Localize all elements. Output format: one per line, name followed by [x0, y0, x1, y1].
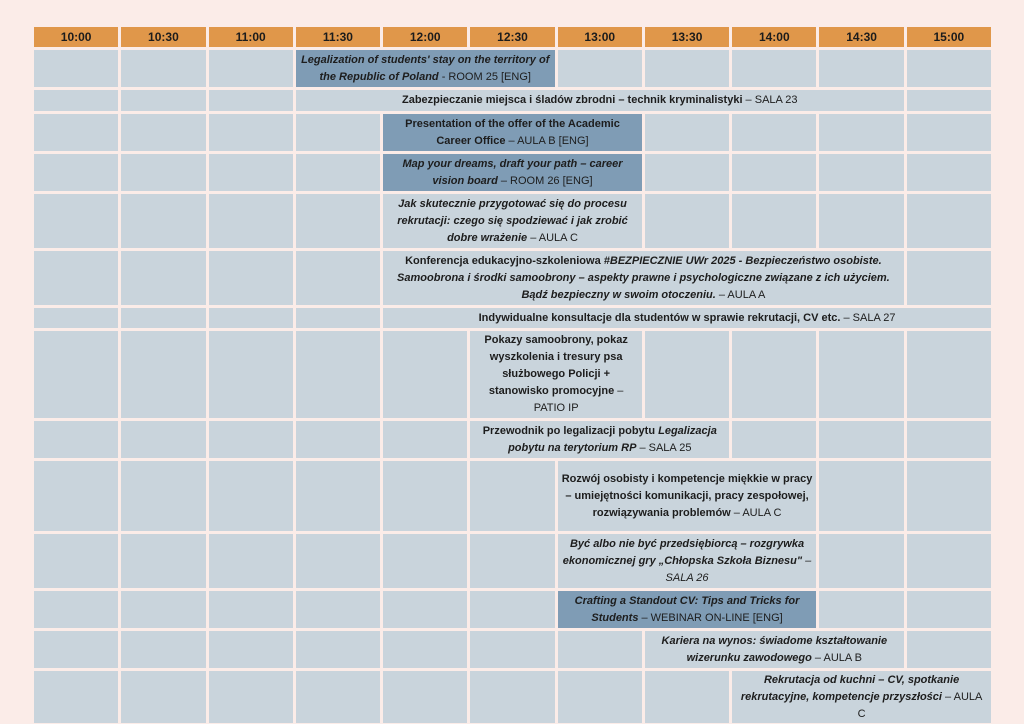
time-header: 14:00 [732, 27, 816, 47]
empty-slot [907, 421, 991, 458]
empty-slot [819, 114, 903, 151]
empty-slot [209, 251, 293, 305]
event-location: – SALA 26 [665, 554, 812, 584]
event-title: Legalization of students' stay on the territory of the Republic of Poland [301, 53, 550, 83]
empty-slot [732, 194, 816, 248]
empty-slot [296, 534, 380, 588]
empty-slot [296, 461, 380, 531]
event-location: – ROOM 26 [ENG] [497, 174, 593, 187]
empty-slot [209, 461, 293, 531]
event-location: – AULA C [527, 231, 578, 244]
empty-slot [819, 154, 903, 191]
event-location: – SALA 25 [636, 441, 692, 454]
empty-slot [209, 50, 293, 87]
empty-slot [121, 534, 205, 588]
empty-slot [296, 591, 380, 628]
empty-slot [34, 461, 118, 531]
event-block [470, 421, 729, 458]
event-location: – SALA 27 [840, 311, 896, 324]
empty-slot [819, 591, 903, 628]
empty-slot [732, 331, 816, 418]
event-block [383, 308, 991, 328]
empty-slot [296, 308, 380, 328]
empty-slot [296, 331, 380, 418]
empty-slot [296, 671, 380, 723]
empty-slot [907, 331, 991, 418]
empty-slot [34, 671, 118, 723]
empty-slot [645, 331, 729, 418]
empty-slot [645, 194, 729, 248]
event-block [732, 671, 991, 723]
empty-slot [558, 671, 642, 723]
event-title: Przewodnik po legalizacji pobytu [482, 424, 659, 437]
empty-slot [209, 114, 293, 151]
event-block [383, 194, 642, 248]
empty-slot [34, 331, 118, 418]
empty-slot [907, 534, 991, 588]
event-block [558, 461, 817, 531]
empty-slot [732, 154, 816, 191]
empty-slot [209, 90, 293, 111]
empty-slot [645, 50, 729, 87]
empty-slot [645, 114, 729, 151]
event-title-italic: Legalizacja pobytu na terytorium RP [508, 424, 717, 454]
empty-slot [121, 671, 205, 723]
empty-slot [121, 631, 205, 668]
empty-slot [907, 591, 991, 628]
empty-slot [121, 90, 205, 111]
empty-slot [34, 534, 118, 588]
empty-slot [34, 50, 118, 87]
empty-slot [296, 421, 380, 458]
empty-slot [383, 331, 467, 418]
event-title: Zabezpieczanie miejsca i śladów zbrodni – technik kryminalistyki [401, 94, 743, 106]
empty-slot [907, 90, 991, 111]
event-title: Pokazy samoobrony, pokaz wyszkolenia i tresury psa służbowego Policji + stanowisko promocyjne [484, 334, 628, 397]
empty-slot [34, 114, 118, 151]
empty-slot [121, 50, 205, 87]
event-location: – PATIO IP [533, 385, 624, 414]
event-title: Konferencja edukacyjno-szkoleniowa [405, 254, 604, 267]
event-location: – AULA C [857, 690, 983, 720]
empty-slot [209, 194, 293, 248]
time-header: 13:00 [558, 27, 642, 47]
empty-slot [645, 671, 729, 723]
event-location: - ROOM 25 [ENG] [438, 70, 531, 83]
empty-slot [296, 251, 380, 305]
empty-slot [907, 114, 991, 151]
empty-slot [34, 194, 118, 248]
empty-slot [121, 251, 205, 305]
empty-slot [819, 194, 903, 248]
empty-slot [732, 50, 816, 87]
event-title: Crafting a Standout CV: Tips and Tricks for Students [574, 594, 800, 624]
event-title: Kariera na wynos: świadome kształtowanie wizerunku zawodowego [661, 634, 888, 664]
event-block [296, 90, 904, 111]
event-block [558, 591, 817, 628]
empty-slot [907, 631, 991, 668]
empty-slot [34, 421, 118, 458]
empty-slot [121, 308, 205, 328]
event-block [296, 50, 555, 87]
empty-slot [819, 534, 903, 588]
empty-slot [645, 154, 729, 191]
schedule-grid [34, 27, 991, 720]
time-header: 10:30 [121, 27, 205, 47]
empty-slot [383, 461, 467, 531]
empty-slot [121, 194, 205, 248]
empty-slot [819, 461, 903, 531]
event-location: – AULA C [730, 506, 782, 519]
empty-slot [470, 631, 554, 668]
empty-slot [34, 631, 118, 668]
empty-slot [732, 114, 816, 151]
empty-slot [819, 331, 903, 418]
empty-slot [907, 461, 991, 531]
empty-slot [907, 251, 991, 305]
empty-slot [209, 631, 293, 668]
event-title: Rozwój osobisty i kompetencje miękkie w pracy – umiejętności komunikacji, pracy zespołowej, rozwiązywania problemów [561, 472, 813, 519]
time-header: 15:00 [907, 27, 991, 47]
empty-slot [296, 154, 380, 191]
empty-slot [296, 631, 380, 668]
event-title-italic: #BEZPIECZNIE UWr 2025 - Bezpieczeństwo osobiste. Samoobrona i środki samoobrony – aspekty prawne i psychologiczne związane z ich użyciem. Bądź bezpieczny w swoim otoczeniu. [397, 254, 890, 301]
empty-slot [121, 591, 205, 628]
event-location: – AULA B [811, 651, 863, 664]
event-title: Jak skutecznie przygotować się do procesu rekrutacji: czego się spodziewać i jak zrobić dobre wrażenie [397, 197, 628, 244]
empty-slot [383, 534, 467, 588]
empty-slot [209, 421, 293, 458]
event-location: – WEBINAR ON-LINE [ENG] [638, 611, 783, 624]
empty-slot [34, 90, 118, 111]
event-block [383, 114, 642, 151]
time-header: 13:30 [645, 27, 729, 47]
empty-slot [383, 671, 467, 723]
event-title: Być albo nie być przedsiębiorcą – rozgrywka ekonomicznej gry „Chłopska Szkoła Biznesu" [562, 537, 805, 567]
empty-slot [209, 308, 293, 328]
event-location: – AULA B [ENG] [505, 134, 589, 147]
empty-slot [209, 591, 293, 628]
empty-slot [383, 591, 467, 628]
empty-slot [383, 421, 467, 458]
empty-slot [121, 114, 205, 151]
empty-slot [558, 50, 642, 87]
empty-slot [819, 50, 903, 87]
empty-slot [34, 591, 118, 628]
empty-slot [732, 421, 816, 458]
time-header: 12:00 [383, 27, 467, 47]
empty-slot [383, 631, 467, 668]
empty-slot [296, 194, 380, 248]
empty-slot [209, 154, 293, 191]
event-title: Indywidualne konsultacje dla studentów w sprawie rekrutacji, CV etc. [478, 311, 841, 324]
empty-slot [209, 331, 293, 418]
event-block [383, 251, 904, 305]
time-header: 12:30 [470, 27, 554, 47]
time-header: 10:00 [34, 27, 118, 47]
empty-slot [470, 671, 554, 723]
time-header: 11:00 [209, 27, 293, 47]
empty-slot [819, 421, 903, 458]
event-title: Presentation of the offer of the Academic Career Office [405, 117, 620, 147]
empty-slot [470, 591, 554, 628]
empty-slot [470, 534, 554, 588]
event-block [558, 534, 817, 588]
empty-slot [209, 671, 293, 723]
event-block [470, 331, 642, 418]
time-header: 14:30 [819, 27, 903, 47]
event-location: – AULA A [715, 288, 766, 301]
empty-slot [209, 534, 293, 588]
event-title: Rekrutacja od kuchni – CV, spotkanie rekrutacyjne, kompetencje przyszłości [740, 673, 960, 703]
empty-slot [34, 251, 118, 305]
empty-slot [121, 331, 205, 418]
event-location: – SALA 23 [742, 94, 798, 106]
empty-slot [470, 461, 554, 531]
empty-slot [558, 631, 642, 668]
empty-slot [121, 461, 205, 531]
empty-slot [121, 154, 205, 191]
event-block [645, 631, 904, 668]
empty-slot [907, 154, 991, 191]
empty-slot [121, 421, 205, 458]
time-header: 11:30 [296, 27, 380, 47]
empty-slot [296, 114, 380, 151]
empty-slot [907, 50, 991, 87]
empty-slot [34, 308, 118, 328]
event-block [383, 154, 642, 191]
event-title: Map your dreams, draft your path – career vision board [402, 157, 623, 187]
empty-slot [34, 154, 118, 191]
empty-slot [907, 194, 991, 248]
